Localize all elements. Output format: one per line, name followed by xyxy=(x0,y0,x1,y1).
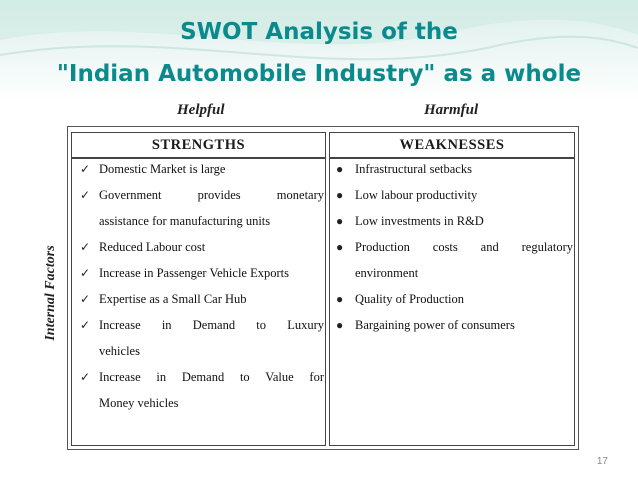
strengths-item-continuation: Money vehicles xyxy=(99,396,179,410)
strengths-heading: STRENGTHS xyxy=(71,132,326,158)
strengths-item-continuation: vehicles xyxy=(99,344,140,358)
strengths-item-continuation: assistance for manufacturing units xyxy=(99,214,271,228)
bullet-icon: ● xyxy=(336,318,344,332)
slide-title-line1: SWOT Analysis of the xyxy=(180,19,458,45)
slide-title-line2: "Indian Automobile Industry" as a whole xyxy=(56,61,582,87)
strengths-item: ✓ Increase in Passenger Vehicle Exports xyxy=(77,260,324,286)
weaknesses-item: ● Bargaining power of consumers xyxy=(333,312,573,338)
strengths-item: ✓ Increase in Demand to Luxury xyxy=(77,312,324,338)
weaknesses-item: ● Infrastructural setbacks xyxy=(333,156,573,182)
internal-factors-label: Internal Factors xyxy=(43,245,58,341)
bullet-icon: ● xyxy=(336,214,344,228)
bullet-icon: ● xyxy=(336,162,344,176)
checkmark-icon: ✓ xyxy=(80,370,91,384)
weaknesses-item-continuation: environment xyxy=(355,266,419,280)
weaknesses-item: ● Quality of Production xyxy=(333,286,573,312)
harmful-label: Harmful xyxy=(424,102,479,118)
bullet-icon: ● xyxy=(336,240,344,254)
bullet-icon: ● xyxy=(336,188,344,202)
checkmark-icon: ✓ xyxy=(80,292,91,306)
checkmark-icon: ✓ xyxy=(80,188,91,202)
checkmark-icon: ✓ xyxy=(80,240,91,254)
strengths-item: ✓ Government provides monetary xyxy=(77,182,324,208)
strengths-item: ✓ Reduced Labour cost xyxy=(77,234,324,260)
weaknesses-item: ● Low investments in R&D xyxy=(333,208,573,234)
swot-table xyxy=(39,100,580,452)
helpful-label: Helpful xyxy=(177,102,225,118)
checkmark-icon: ✓ xyxy=(80,162,91,176)
weaknesses-item: ● Production costs and regulatory xyxy=(333,234,573,260)
strengths-list xyxy=(77,156,324,416)
strengths-item: ✓ Expertise as a Small Car Hub xyxy=(77,286,324,312)
page-number: 17 xyxy=(596,456,608,467)
checkmark-icon: ✓ xyxy=(80,266,91,280)
weaknesses-item: ● Low labour productivity xyxy=(333,182,573,208)
weaknesses-heading: WEAKNESSES xyxy=(329,132,575,158)
checkmark-icon: ✓ xyxy=(80,318,91,332)
bullet-icon: ● xyxy=(336,292,344,306)
strengths-item: ✓ Domestic Market is large xyxy=(77,156,324,182)
weaknesses-list xyxy=(333,156,573,338)
strengths-item: ✓ Increase in Demand to Value for xyxy=(77,364,324,390)
